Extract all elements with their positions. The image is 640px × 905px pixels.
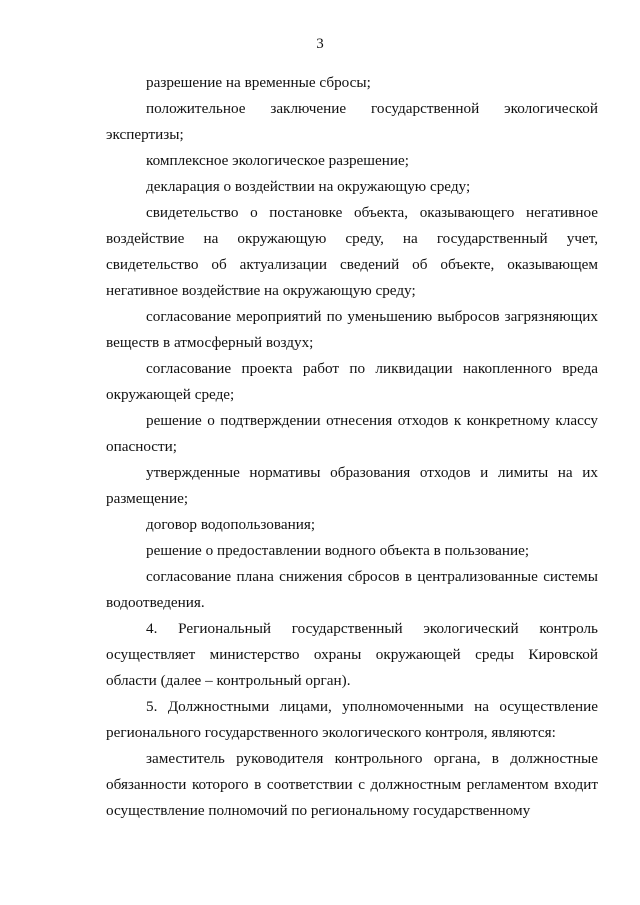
paragraph-state-expertise-conclusion: положительное заключение государственной экологической экспертизы;: [106, 100, 598, 143]
document-body: [106, 70, 598, 824]
paragraph-impact-declaration: декларация о воздействии на окружающую среду;: [146, 178, 471, 195]
paragraph-emission-measures-approval: согласование мероприятий по уменьшению выбросов загрязняющих веществ в атмосферный воздух;: [106, 308, 598, 351]
paragraph-water-use-agreement: договор водопользования;: [146, 516, 316, 533]
paragraph-temporary-discharge-permit: разрешение на временные сбросы;: [146, 74, 371, 91]
page-number: 3: [316, 36, 324, 52]
paragraph-registration-certificate: свидетельство о постановке объекта, оказывающего негативное воздействие на окружающую среду, на государственный учет, свидетельство об актуализации сведений об объекте, оказывающем негативное воздействие на окружающую среду;: [106, 204, 598, 299]
paragraph-section-4: 4. Региональный государственный экологический контроль осуществляет министерство охраны окружающей среды Кировской области (далее – контрольный орган).: [106, 620, 598, 689]
paragraph-waste-standards: утвержденные нормативы образования отходов и лимиты на их размещение;: [106, 464, 598, 507]
paragraph-waste-class-decision: решение о подтверждении отнесения отходов к конкретному классу опасности;: [106, 412, 598, 455]
paragraph-water-object-decision: решение о предоставлении водного объекта в пользование;: [146, 542, 530, 559]
paragraph-section-5: 5. Должностными лицами, уполномоченными на осуществление регионального государственного экологического контроля, являются:: [106, 698, 598, 741]
paragraph-discharge-reduction-plan: согласование плана снижения сбросов в централизованные системы водоотведения.: [106, 568, 598, 611]
paragraph-damage-liquidation-approval: согласование проекта работ по ликвидации накопленного вреда окружающей среде;: [106, 360, 598, 403]
paragraph-deputy-head: заместитель руководителя контрольного органа, в должностные обязанности которого в соответствии с должностным регламентом входит осуществление полномочий по региональному государственному: [106, 750, 598, 819]
paragraph-integrated-permit: комплексное экологическое разрешение;: [146, 152, 409, 169]
